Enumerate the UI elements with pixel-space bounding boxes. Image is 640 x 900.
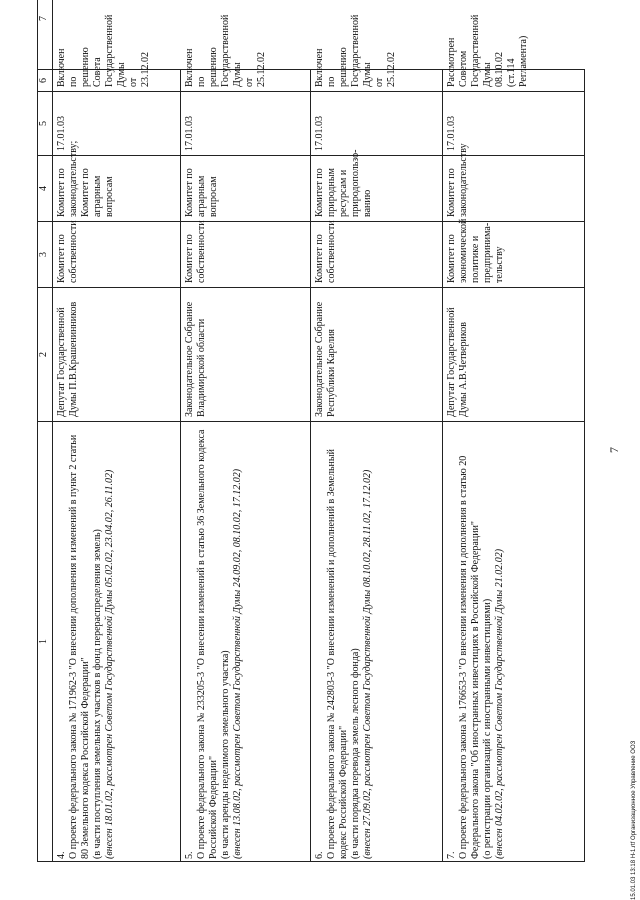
bill-title: О проекте федерального закона № 176653-3 "О внесении изменения и дополнения в статью 20 Федерального закона "Об иностранных инвестициях в Российской Федерации" [458, 455, 481, 859]
basis-cell: Включен по решению Государственной Думы от 25.12.02 [181, 70, 311, 92]
date-cell: 17.01.03 [311, 92, 443, 156]
bill-cell [53, 422, 181, 862]
agenda-table [37, 0, 585, 862]
header-cell: 7 [38, 0, 53, 70]
committee-cell: Комитет по собственности [181, 222, 311, 288]
coexecutor-cell: Комитет по законодательству [443, 156, 585, 222]
date-cell: 17.01.03 [53, 92, 181, 156]
bill-note: (внесен 04.02.02, рассмотрен Советом Государственной Думы 21.02.02) [494, 548, 505, 859]
bill-detail: (о регистрации организаций с иностранными инвестициями) [482, 598, 493, 859]
header-cell: 1 [38, 422, 53, 862]
table-header-row [38, 0, 53, 862]
bill-note: (внесен 18.01.02, рассмотрен Советом Государственной Думы 05.02.02, 23.04.02, 26.11.02) [104, 469, 115, 859]
author-cell: Депутат Государственной Думы П.В.Крашенинников [53, 288, 181, 422]
author-cell: Депутат Государственной Думы А.В.Четвериков [443, 288, 585, 422]
author-cell: Законодательное Собрание Республики Карелия [311, 288, 443, 422]
date-cell: 17.01.03 [443, 92, 585, 156]
row-number: 4. [56, 851, 67, 859]
bill-cell [311, 422, 443, 862]
coexecutor-cell: Комитет по аграрным вопросам [181, 156, 311, 222]
page-number: 7 [607, 447, 621, 453]
coexecutor-cell: Комитет по природным ресурсам и природопользо-ванию [311, 156, 443, 222]
basis-cell: Включен по решению Совета Государственной Думы от 23.12.02 [53, 70, 181, 92]
table-row [443, 0, 585, 862]
row-number: 6. [314, 851, 325, 859]
bill-cell [181, 422, 311, 862]
header-cell: 6 [38, 70, 53, 92]
bill-detail: (в части аренды неделимого земельного участка) [220, 650, 231, 859]
row-number: 7. [446, 851, 457, 859]
committee-cell: Комитет по собственности [53, 222, 181, 288]
committee-cell: Комитет по экономической политике и предпринима-тельству [443, 222, 585, 288]
bill-detail: (в части поступления земельных участков в фонд перераспределения земель) [92, 529, 103, 859]
committee-cell: Комитет по собственности [311, 222, 443, 288]
bill-title: О проекте федерального закона № 171962-3 "О внесении дополнения и изменений в пункт 2 статьи 80 Земельного кодекса Российской Федерации" [68, 434, 91, 859]
header-cell: 3 [38, 222, 53, 288]
document-footer: 15.01.03 13:18 Н-1.rtf Организационное Управление ООЗ [631, 740, 637, 900]
bill-cell [443, 422, 585, 862]
table-row [181, 0, 311, 862]
table-row [311, 0, 443, 862]
bill-detail: (в части порядка перевода земель лесного фонда) [350, 648, 361, 859]
basis-cell: Рассмотрен Советом Государственной Думы 08.10.02 (ст.114 Регламента) [443, 70, 585, 92]
bill-title: О проекте федерального закона № 233205-3 "О внесении изменений в статью 36 Земельного кодекса Российской Федерации" [196, 429, 219, 859]
bill-note: (внесен 27.09.02, рассмотрен Советом Государственной Думы 08.10.02, 28.11.02, 17.12.02) [362, 469, 373, 859]
coexecutor-cell: Комитет по законодательству; Комитет по аграрным вопросам [53, 156, 181, 222]
table-row [53, 0, 181, 862]
date-cell: 17.01.03 [181, 92, 311, 156]
row-number: 5. [184, 851, 195, 859]
author-cell: Законодательное Собрание Владимирской области [181, 288, 311, 422]
header-cell: 2 [38, 288, 53, 422]
header-cell: 5 [38, 92, 53, 156]
bill-title: О проекте федерального закона № 242803-3 "О внесении изменений и дополнений в Земельный кодекс Российской Федерации" [326, 449, 349, 859]
header-cell: 4 [38, 156, 53, 222]
bill-note: (внесен 13.08.02, рассмотрен Советом Государственной Думы 24.09.02, 08.10.02, 17.12.02) [232, 468, 243, 859]
basis-cell: Включен по решению Государственной Думы от 25.12.02 [311, 70, 443, 92]
